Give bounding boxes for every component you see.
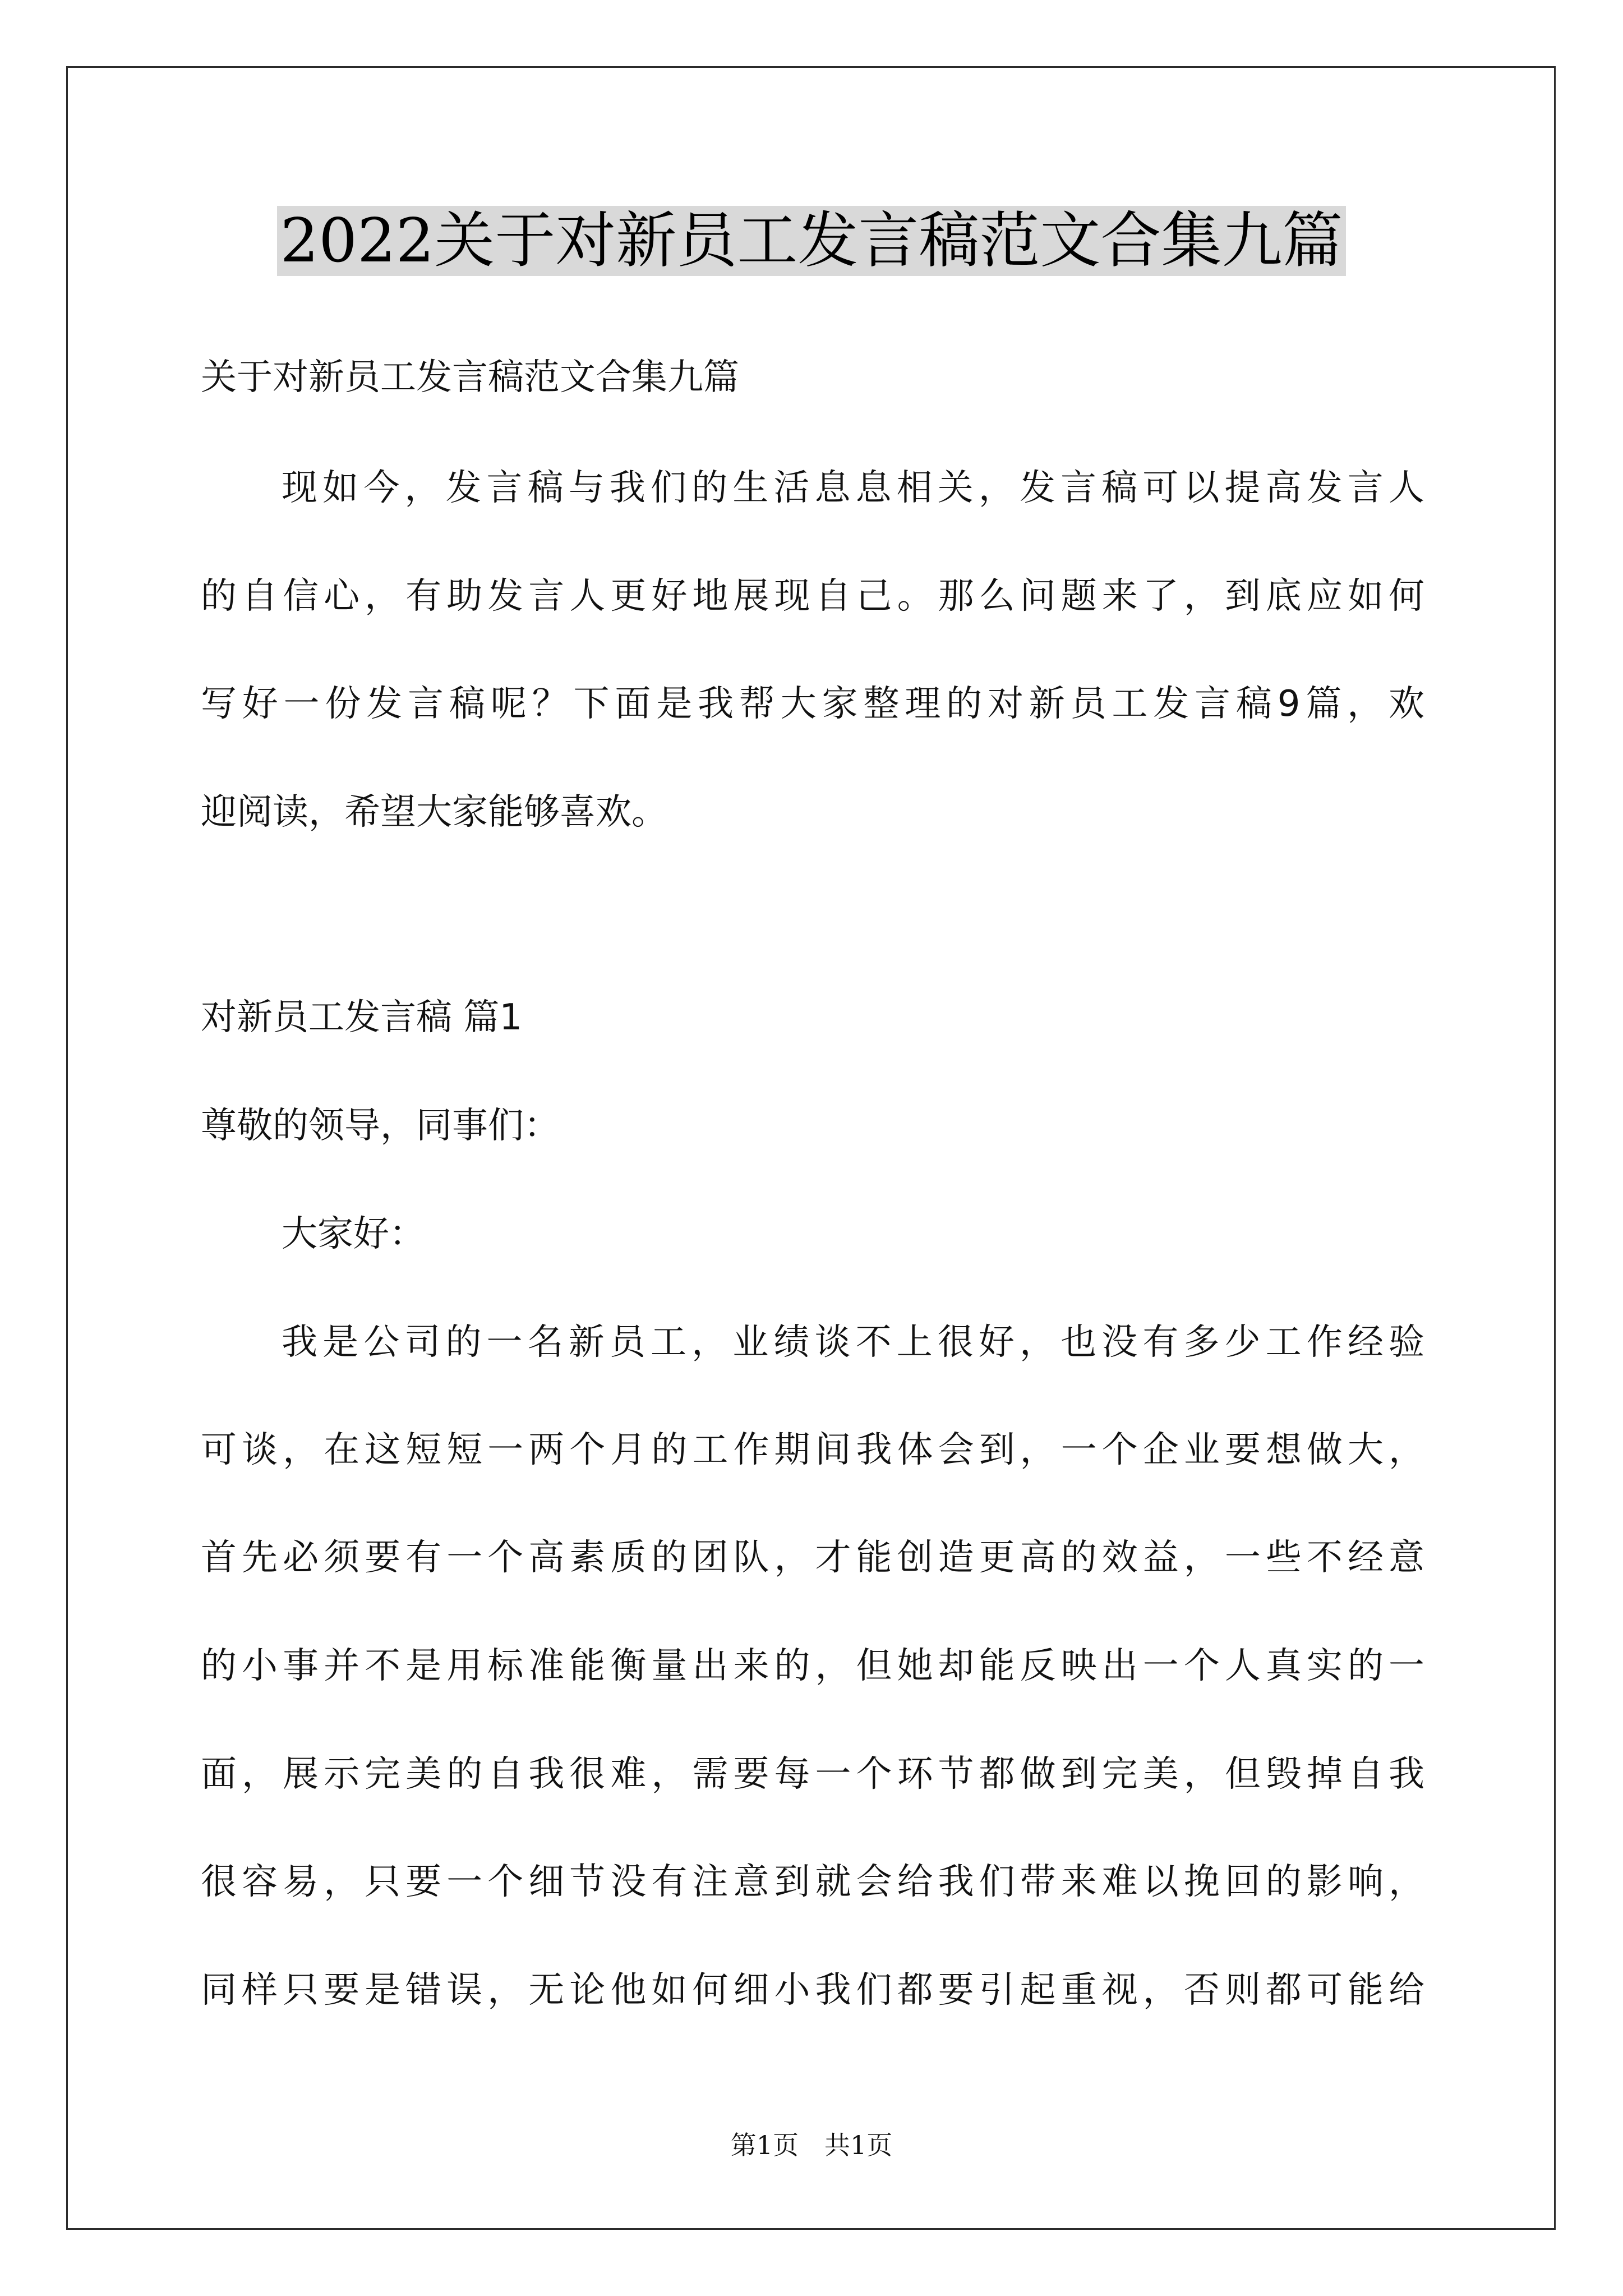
intro-line: 现如今，发言稿与我们的生活息息相关，发言稿可以提高发言人 [282,467,1424,509]
intro-line: 写好一份发言稿呢？下面是我帮大家整理的对新员工发言稿9篇，欢 [201,683,1424,725]
section-heading: 对新员工发言稿 篇1 [201,997,523,1038]
body-line: 首先必须要有一个高素质的团队，才能创造更高的效益，一些不经意 [201,1537,1424,1579]
title-text: 2022关于对新员工发言稿范文合集九篇 [277,206,1347,276]
body-line: 的小事并不是用标准能衡量出来的，但她却能反映出一个人真实的一 [201,1645,1424,1687]
body-line: 很容易，只要一个细节没有注意到就会给我们带来难以挽回的影响， [201,1861,1424,1903]
intro-line: 的自信心，有助发言人更好地展现自己。那么问题来了，到底应如何 [201,576,1424,617]
body-line: 我是公司的一名新员工，业绩谈不上很好，也没有多少工作经验 [282,1322,1424,1363]
body-line: 可谈，在这短短一两个月的工作期间我体会到，一个企业要想做大， [201,1429,1424,1471]
page-footer: 第1页 共1页 [730,2130,893,2160]
body-line: 面，展示完美的自我很难，需要每一个环节都做到完美，但毁掉自我 [201,1754,1424,1795]
document-subtitle: 关于对新员工发言稿范文合集九篇 [201,357,739,398]
body-line: 同样只要是错误，无论他如何细小我们都要引起重视，否则都可能给 [201,1970,1424,2011]
greeting: 大家好： [282,1213,425,1255]
salutation: 尊敬的领导，同事们： [201,1105,560,1147]
document-title [0,199,1623,283]
intro-line: 迎阅读，希望大家能够喜欢。 [201,792,667,833]
